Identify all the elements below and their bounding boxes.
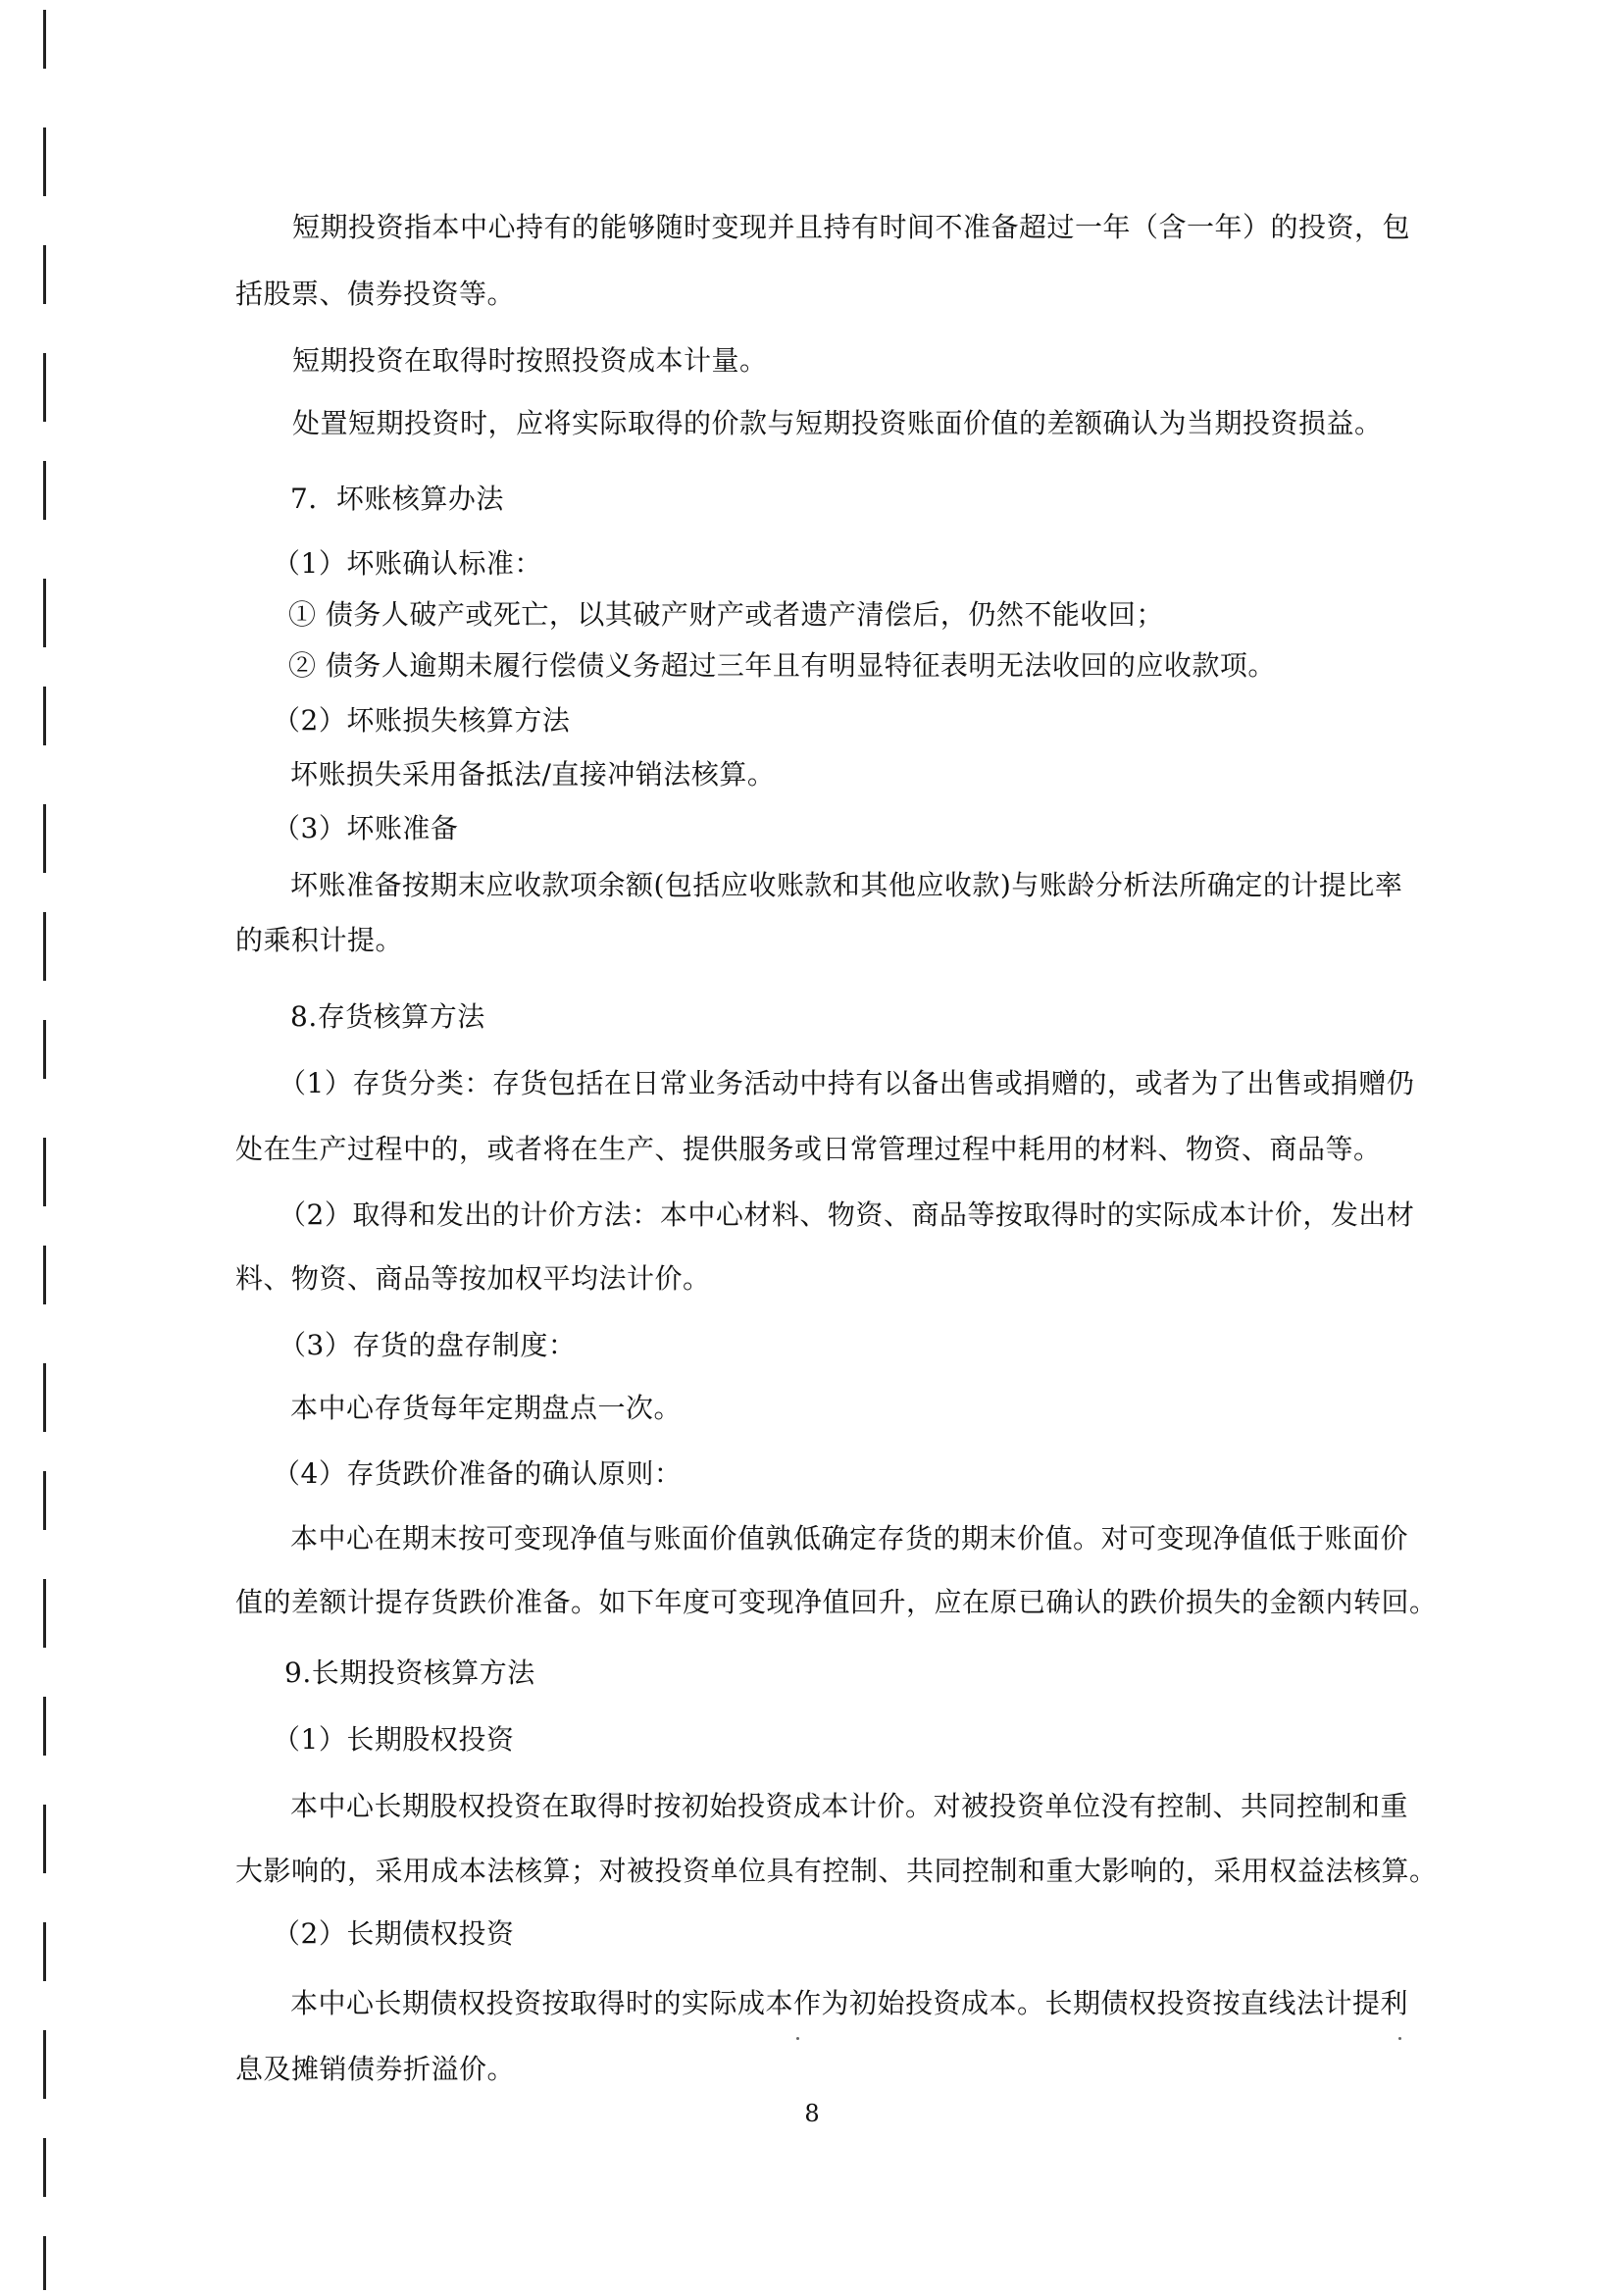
paragraph-line: 值的差额计提存货跌价准备。如下年度可变现净值回升，应在原已确认的跌价损失的金额内转回。 [235,1586,1438,1618]
binding-mark [43,579,50,647]
paragraph-line: 括股票、债券投资等。 [235,278,516,310]
list-item: （2）坏账损失核算方法 [273,704,571,737]
section-heading: 8.存货核算方法 [290,1000,485,1033]
list-item: （1）坏账确认标准： [273,547,542,580]
paragraph-line: 息及摊销债券折溢价。 [235,2053,516,2085]
paragraph-line: 处置短期投资时，应将实际取得的价款与短期投资账面价值的差额确认为当期投资损益。 [292,407,1383,439]
paragraph-line: （1）存货分类：存货包括在日常业务活动中持有以备出售或捐赠的，或者为了出售或捐赠仍 [279,1067,1415,1099]
binding-mark [43,1363,50,1432]
binding-mark [43,245,50,304]
paragraph-line: 的乘积计提。 [235,924,404,956]
binding-mark [43,10,50,69]
paragraph-line: 本中心存货每年定期盘点一次。 [290,1392,683,1424]
page-number: 8 [804,2100,820,2127]
binding-mark [43,1697,50,1756]
paragraph-line: 大影响的，采用成本法核算；对被投资单位具有控制、共同控制和重大影响的，采用权益法核算。 [235,1855,1438,1887]
section-heading: 9.长期投资核算方法 [284,1657,535,1689]
binding-mark [43,1138,50,1206]
binding-mark [43,1922,50,1981]
paragraph-line: 本中心长期股权投资在取得时按初始投资成本计价。对被投资单位没有控制、共同控制和重 [290,1790,1409,1822]
paragraph-line: 短期投资指本中心持有的能够随时变现并且持有时间不准备超过一年（含一年）的投资，包 [292,211,1411,243]
binding-mark [43,2138,50,2197]
binding-mark [43,2030,50,2099]
binding-mark [43,1246,50,1304]
paragraph-line: 处在生产过程中的，或者将在生产、提供服务或日常管理过程中耗用的材料、物资、商品等。 [235,1133,1382,1165]
list-item: （2）长期债权投资 [273,1917,515,1950]
binding-mark [43,1020,50,1079]
binding-mark [43,127,50,196]
list-item: （4）存货跌价准备的确认原则： [273,1457,683,1490]
binding-mark [43,1471,50,1530]
paragraph-line: （2）取得和发出的计价方法：本中心材料、物资、商品等按取得时的实际成本计价，发出材 [279,1198,1415,1231]
paragraph-line: 本中心长期债权投资按取得时的实际成本作为初始投资成本。长期债权投资按直线法计提利 [290,1987,1409,2019]
binding-mark [43,804,50,873]
list-item: ① 债务人破产或死亡，以其破产财产或者遗产清偿后，仍然不能收回； [288,598,1164,631]
binding-mark [43,687,50,745]
paragraph-line: 本中心在期末按可变现净值与账面价值孰低确定存货的期末价值。对可变现净值低于账面价 [290,1522,1409,1555]
list-item: （3）坏账准备 [273,812,459,844]
paragraph-line: 坏账损失采用备抵法/直接冲销法核算。 [290,758,776,790]
binding-mark [43,912,50,981]
scan-speck [1398,2037,1401,2040]
binding-mark [43,461,50,520]
paragraph-line: 坏账准备按期末应收款项余额(包括应收账款和其他应收款)与账龄分析法所确定的计提比率 [290,869,1403,901]
binding-mark [43,353,50,422]
list-item: （3）存货的盘存制度： [279,1329,577,1361]
binding-mark [43,1805,50,1873]
binding-mark [43,2236,50,2290]
paragraph-line: 短期投资在取得时按照投资成本计量。 [292,344,768,377]
list-item: （1）长期股权投资 [273,1723,515,1756]
scan-speck [796,2037,799,2040]
section-heading: 7．坏账核算办法 [290,483,504,515]
list-item: ② 债务人逾期未履行偿债义务超过三年且有明显特征表明无法收回的应收款项。 [288,649,1276,682]
binding-mark [43,1579,50,1648]
paragraph-line: 料、物资、商品等按加权平均法计价。 [235,1262,711,1295]
